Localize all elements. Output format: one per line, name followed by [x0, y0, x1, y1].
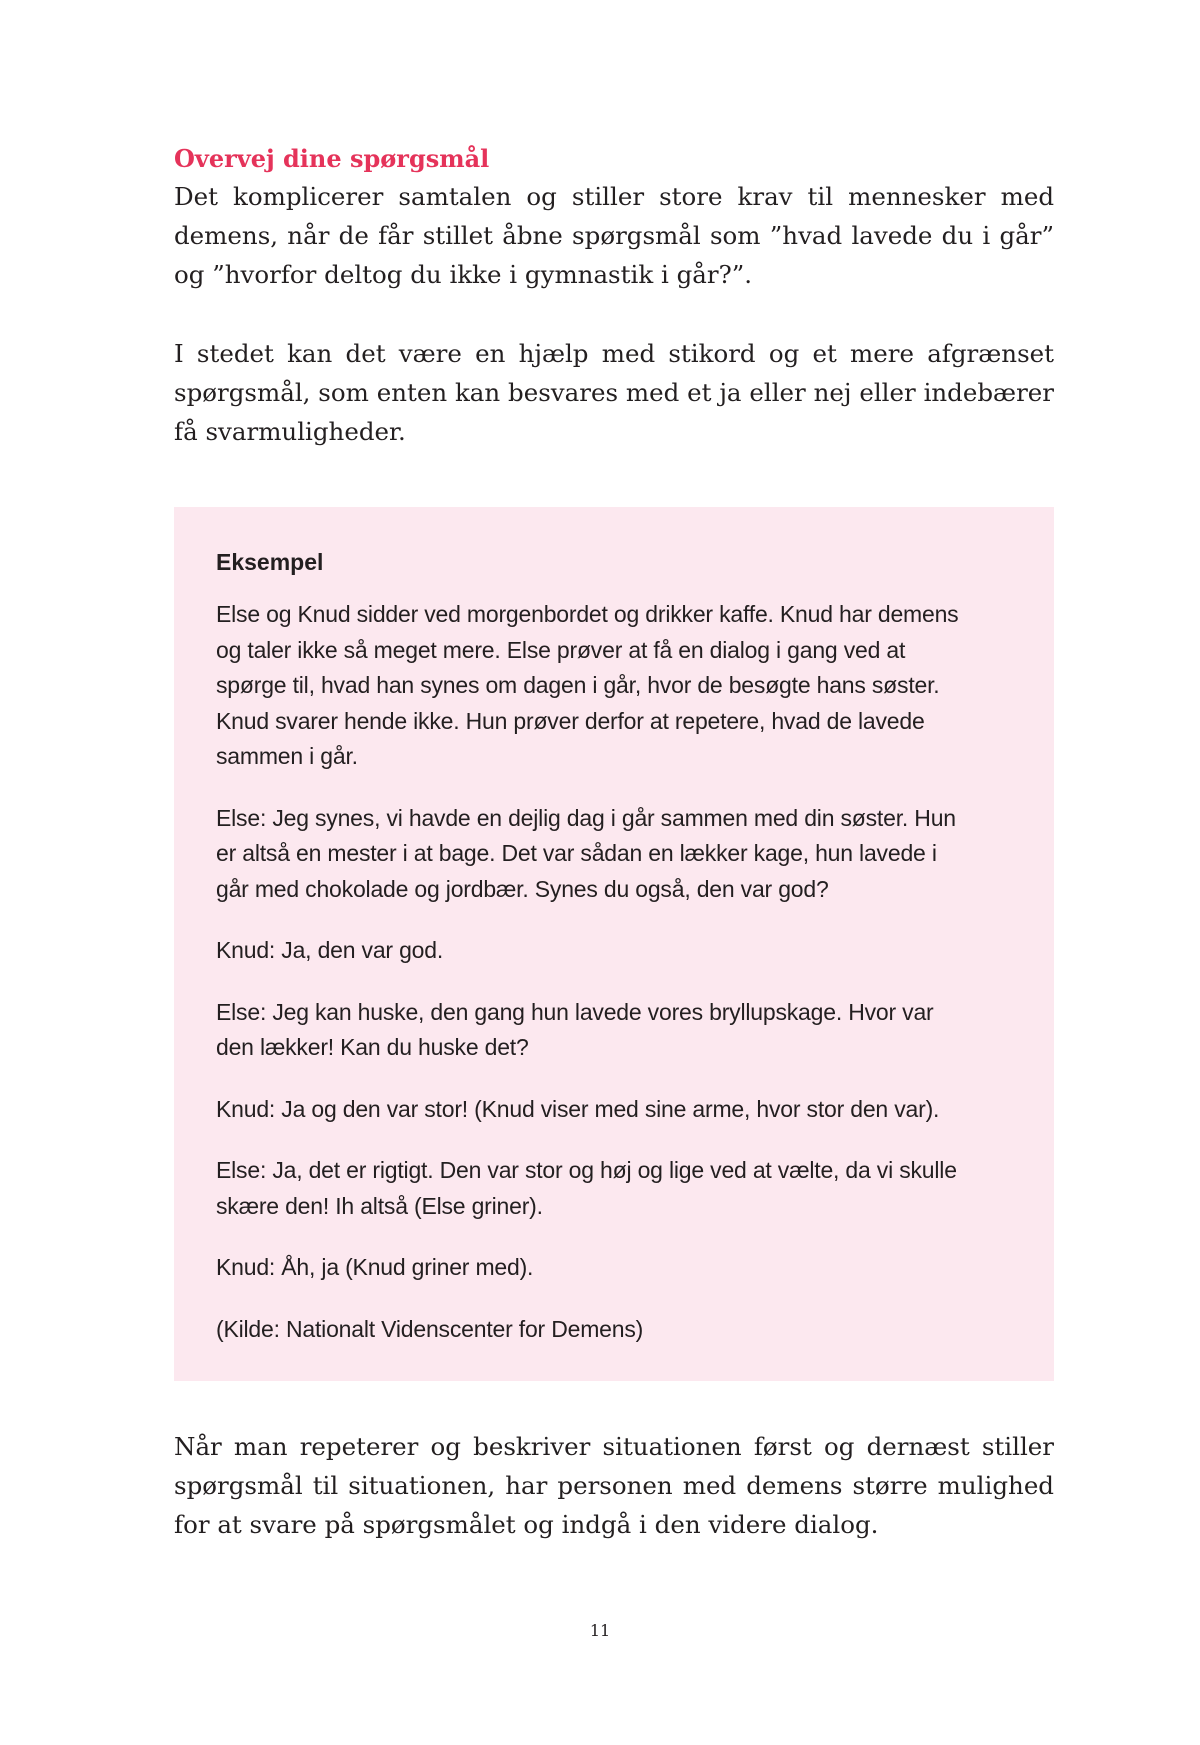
example-dialogue-line: Else: Jeg kan huske, den gang hun lavede vores bryllupskage. Hvor var den lækker! Kan du huske det? [216, 998, 934, 1060]
section-heading: Overvej dine spørgsmål [174, 144, 490, 173]
second-paragraph: I stedet kan det være en hjælp med stikord og et mere afgrænset spørgsmål, som enten kan besvares med et ja eller nej eller indebærer få svarmuligheder. [174, 339, 1054, 446]
example-dialogue-line: Else: Ja, det er rigtigt. Den var stor og høj og lige ved at vælte, da vi skulle skære den! Ih altså (Else griner). [216, 1157, 957, 1219]
example-paragraph: Else og Knud sidder ved morgenbordet og drikker kaffe. Knud har demens og taler ikke så meget mere. Else prøver at få en dialog i gang ved at spørge til, hvad han synes om dagen i går, hvor de besøgte hans søster. Knud svarer hende ikke. Hun prøver derfor at repetere, hvad de lavede sammen i går. [216, 601, 959, 769]
intro-paragraph: Det komplicerer samtalen og stiller store krav til mennesker med demens, når de får stillet åbne spørgsmål som ”hvad lavede du i går” og ”hvorfor deltog du ikke i gymnastik i går?”. [174, 182, 1054, 289]
example-dialogue-line: Knud: Ja, den var god. [216, 937, 444, 963]
example-dialogue-line: Knud: Åh, ja (Knud griner med). [216, 1254, 534, 1280]
example-title: Eksempel [216, 549, 324, 575]
closing-paragraph: Når man repeterer og beskriver situationen først og dernæst stiller spørgsmål til situationen, har personen med demens større mulighed for at svare på spørgsmålet og indgå i den videre dialog. [174, 1432, 1054, 1539]
page-content [174, 143, 1054, 1544]
example-source: (Kilde: Nationalt Videnscenter for Demens) [216, 1315, 644, 1342]
example-box [174, 507, 1054, 1381]
example-dialogue-line: Else: Jeg synes, vi havde en dejlig dag i går sammen med din søster. Hun er altså en mester i at bage. Det var sådan en lækker kage, hun lavede i går med chokolade og jordbær. Synes du også, den var god? [216, 804, 956, 902]
example-dialogue-line: Knud: Ja og den var stor! (Knud viser med sine arme, hvor stor den var). [216, 1095, 940, 1122]
page-number: 11 [589, 1621, 611, 1640]
